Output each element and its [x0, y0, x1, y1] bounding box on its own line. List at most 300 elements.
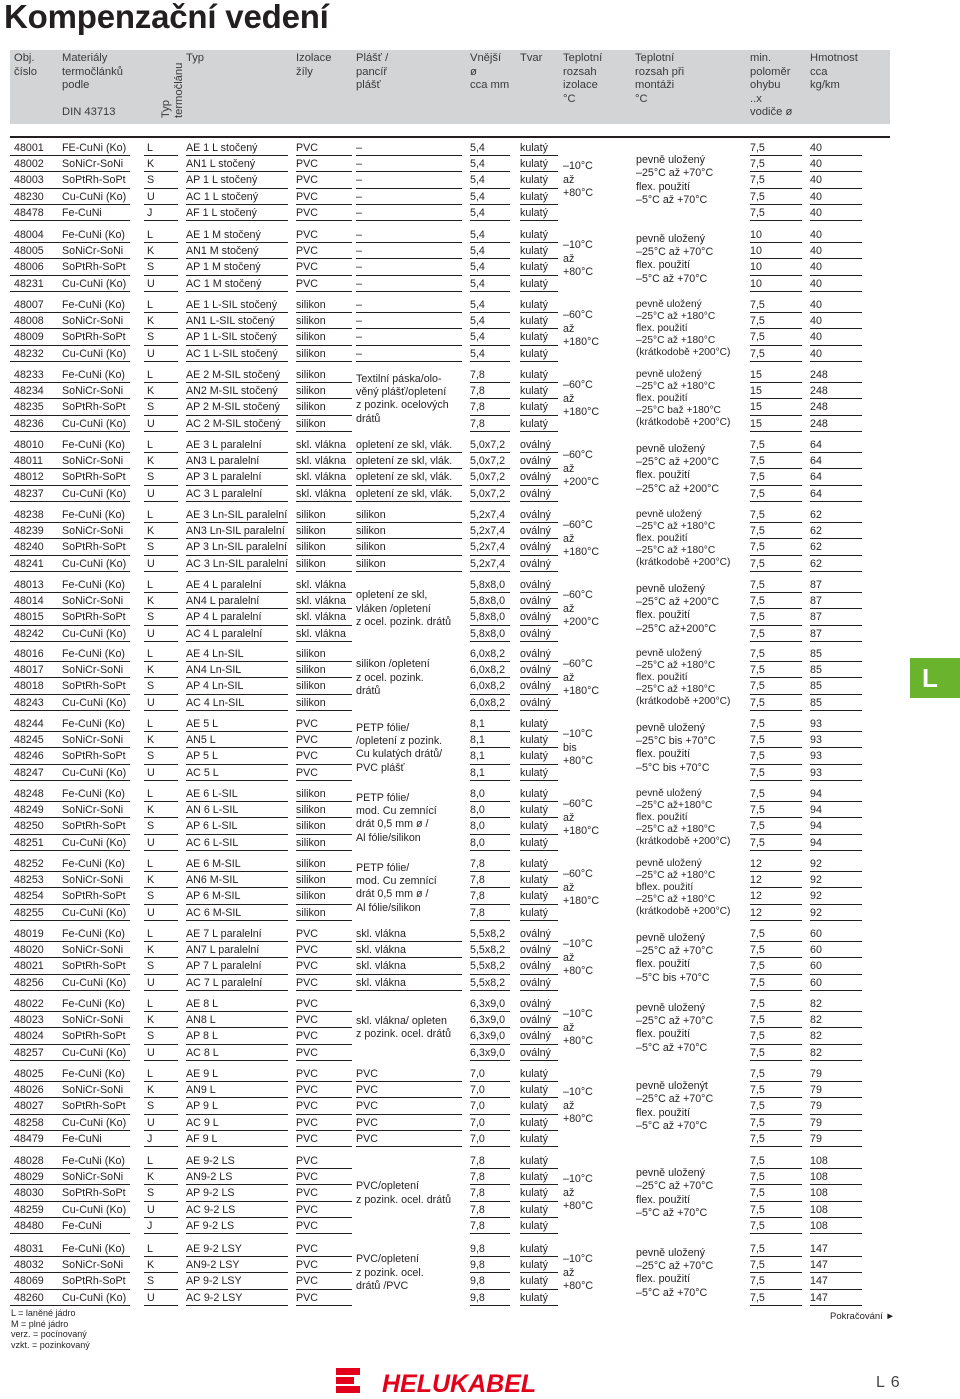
- material: Fe-CuNi (Ko): [62, 718, 125, 730]
- insulation: PVC: [296, 245, 318, 258]
- header-teplota-montaz: Teplotní rozsah při montáži °C: [635, 52, 685, 105]
- table-row: [10, 942, 890, 958]
- obj-number: 48234: [14, 385, 44, 398]
- outer-diameter: 8,0: [470, 836, 485, 849]
- outer-diameter: 7,8: [470, 874, 485, 887]
- type-letter: U: [147, 557, 155, 570]
- mounting-temp-range: pevně uložený –25°C až +200°C flex. použití –25°C až +200°C: [636, 442, 720, 495]
- bend-radius: 12: [750, 906, 762, 919]
- table-row: [10, 1290, 890, 1306]
- material: Cu-CuNi (Ko): [62, 836, 127, 849]
- bend-radius: 7,5: [750, 315, 765, 328]
- outer-diameter: 5,0x7,2: [470, 471, 506, 484]
- material: SoPtRh-SoPt: [62, 471, 126, 484]
- shape: kulatý: [520, 1275, 548, 1288]
- outer-diameter: 5,4: [470, 206, 485, 219]
- row-rule: [10, 641, 130, 642]
- outer-diameter: 9,8: [470, 1259, 485, 1272]
- table-row: [10, 695, 890, 711]
- sheath: –: [356, 299, 362, 311]
- outer-diameter: 8,1: [470, 750, 485, 763]
- obj-number: 48016: [14, 648, 44, 660]
- insulation-temp-range: –60°C až +200°C: [563, 449, 600, 489]
- outer-diameter: 7,8: [470, 1155, 485, 1167]
- insulation-temp-range: –10°C až +80°C: [563, 239, 594, 279]
- row-rule: [810, 641, 862, 642]
- insulation: silikon: [296, 804, 326, 817]
- header-typ-termoclanku: Typ termočlánu: [160, 62, 185, 118]
- obj-number: 48254: [14, 890, 44, 903]
- obj-number: 48244: [14, 718, 44, 730]
- shape: kulatý: [520, 245, 548, 258]
- insulation-temp-range: –10°C bis +80°C: [563, 728, 594, 768]
- table-row: [10, 646, 890, 662]
- row-rule: [750, 780, 802, 781]
- row-rule: [10, 501, 130, 502]
- material: Cu-CuNi (Ko): [62, 766, 127, 779]
- cable-type: AE 4 L paralelní: [186, 579, 262, 591]
- bend-radius: 12: [750, 874, 762, 887]
- sheath: silikon: [356, 525, 386, 538]
- row-rule: [470, 1305, 510, 1306]
- insulation: PVC: [296, 998, 318, 1010]
- material: SoPtRh-SoPt: [62, 960, 126, 973]
- obj-number: 48013: [14, 579, 44, 591]
- type-letter: S: [147, 1100, 155, 1113]
- sheath: opletení ze skl, vlák.: [356, 471, 453, 484]
- row-rule: [186, 1233, 288, 1234]
- table-row: [10, 996, 890, 1012]
- shape: kulatý: [520, 1259, 548, 1272]
- bend-radius: 7,5: [750, 557, 765, 570]
- obj-number: 48021: [14, 960, 44, 973]
- bend-radius: 7,5: [750, 1171, 765, 1184]
- obj-number: 48255: [14, 906, 44, 919]
- row-rule: [186, 920, 288, 921]
- row-rule: [186, 571, 288, 572]
- cable-type: AP 2 M-SIL stočený: [186, 401, 280, 414]
- material: Cu-CuNi (Ko): [62, 487, 127, 500]
- weight: 248: [810, 417, 828, 430]
- cable-type: AN1 L stočený: [186, 158, 256, 171]
- shape: oválný: [520, 648, 551, 660]
- row-rule: [810, 1305, 862, 1306]
- header-obj: Obj. číslo: [14, 52, 38, 78]
- outer-diameter: 7,8: [470, 1171, 485, 1184]
- row-rule: [470, 780, 510, 781]
- row-rule: [10, 291, 130, 292]
- row-rule: [144, 850, 178, 851]
- type-letter: K: [147, 1014, 155, 1027]
- outer-diameter: 5,4: [470, 277, 485, 290]
- weight: 94: [810, 804, 822, 817]
- insulation: silikon: [296, 680, 326, 693]
- type-letter: K: [147, 874, 155, 887]
- shape: oválný: [520, 960, 551, 973]
- row-rule: [10, 990, 130, 991]
- row-rule: [356, 1146, 462, 1147]
- row-rule: [296, 501, 352, 502]
- row-rule: [356, 291, 462, 292]
- bend-radius: 7,5: [750, 1116, 765, 1129]
- bend-radius: 7,5: [750, 750, 765, 763]
- type-letter: U: [147, 627, 155, 640]
- shape: kulatý: [520, 142, 548, 154]
- outer-diameter: 5,8x8,0: [470, 579, 506, 591]
- row-rule: [10, 780, 130, 781]
- row-rule: [810, 920, 862, 921]
- bend-radius: 10: [750, 229, 762, 241]
- weight: 40: [810, 315, 822, 328]
- insulation: PVC: [296, 1084, 318, 1097]
- row-rule: [520, 291, 558, 292]
- cable-type: AP 1 M stočený: [186, 261, 261, 274]
- bend-radius: 7,5: [750, 1030, 765, 1043]
- cable-type: AC 3 Ln-SIL paralelní: [186, 557, 288, 570]
- shape: kulatý: [520, 158, 548, 171]
- sheath: –: [356, 315, 362, 328]
- shape: kulatý: [520, 1187, 548, 1200]
- cable-type: AE 7 L paralelní: [186, 928, 262, 940]
- weight: 79: [810, 1100, 822, 1113]
- outer-diameter: 5,2x7,4: [470, 525, 506, 538]
- outer-diameter: 5,5x8,2: [470, 928, 506, 940]
- obj-number: 48257: [14, 1046, 44, 1059]
- header-materialy: Materiály termočlánků podle DIN 43713: [62, 52, 123, 118]
- cable-type: AN1 M stočený: [186, 245, 259, 258]
- outer-diameter: 7,8: [470, 369, 485, 381]
- bend-radius: 7,5: [750, 1291, 765, 1304]
- row-rule: [810, 1233, 862, 1234]
- material: SoNiCr-SoNi: [62, 944, 124, 957]
- type-letter: S: [147, 471, 155, 484]
- material: SoPtRh-SoPt: [62, 174, 126, 187]
- row-rule: [144, 291, 178, 292]
- cable-type: AN4 Ln-SIL: [186, 664, 242, 677]
- weight: 87: [810, 579, 822, 591]
- table-row: [10, 802, 890, 818]
- outer-diameter: 6,0x8,2: [470, 648, 506, 660]
- sheath: skl. vlákna: [356, 928, 406, 940]
- outer-diameter: 8,1: [470, 718, 485, 730]
- insulation: PVC: [296, 1155, 318, 1167]
- bend-radius: 7,5: [750, 471, 765, 484]
- bend-radius: 7,5: [750, 820, 765, 833]
- outer-diameter: 6,3x9,0: [470, 1046, 506, 1059]
- material: Fe-CuNi (Ko): [62, 509, 125, 521]
- weight: 93: [810, 718, 822, 730]
- table-row: [10, 765, 890, 781]
- obj-number: 48258: [14, 1116, 44, 1129]
- insulation: PVC: [296, 766, 318, 779]
- bend-radius: 7,5: [750, 788, 765, 800]
- cable-type: AE 1 L-SIL stočený: [186, 299, 278, 311]
- obj-number: 48025: [14, 1068, 44, 1080]
- outer-diameter: 7,8: [470, 858, 485, 870]
- row-rule: [470, 1060, 510, 1061]
- insulation: skl. vlákna: [296, 627, 346, 640]
- row-rule: [520, 641, 558, 642]
- bend-radius: 7,5: [750, 1100, 765, 1113]
- material: Fe-CuNi (Ko): [62, 579, 125, 591]
- bend-radius: 7,5: [750, 190, 765, 203]
- type-letter: U: [147, 696, 155, 709]
- table-row: [10, 486, 890, 502]
- obj-number: 48250: [14, 820, 44, 833]
- material: Cu-CuNi (Ko): [62, 1046, 127, 1059]
- row-rule: [356, 990, 462, 991]
- table-row: [10, 539, 890, 555]
- row-rule: [470, 1146, 510, 1147]
- weight: 87: [810, 611, 822, 624]
- row-rule: [470, 361, 510, 362]
- cable-type: AP 7 L paralelní: [186, 960, 262, 973]
- weight: 40: [810, 142, 822, 154]
- bend-radius: 7,5: [750, 836, 765, 849]
- type-letter: U: [147, 906, 155, 919]
- outer-diameter: 5,4: [470, 245, 485, 258]
- row-rule: [10, 710, 130, 711]
- outer-diameter: 5,4: [470, 174, 485, 187]
- outer-diameter: 7,8: [470, 1187, 485, 1200]
- shape: kulatý: [520, 1243, 548, 1255]
- weight: 40: [810, 174, 822, 187]
- outer-diameter: 6,3x9,0: [470, 1030, 506, 1043]
- type-letter: S: [147, 1030, 155, 1043]
- weight: 147: [810, 1243, 828, 1255]
- material: Fe-CuNi (Ko): [62, 928, 125, 940]
- insulation: silikon: [296, 836, 326, 849]
- material: SoNiCr-SoNi: [62, 874, 124, 887]
- bend-radius: 7,5: [750, 976, 765, 989]
- row-rule: [520, 920, 558, 921]
- insulation: PVC: [296, 1243, 318, 1255]
- sheath: opletení ze skl, vlák.: [356, 439, 453, 451]
- bend-radius: 7,5: [750, 1203, 765, 1216]
- obj-number: 48235: [14, 401, 44, 414]
- obj-number: 48007: [14, 299, 44, 311]
- weight: 87: [810, 627, 822, 640]
- bend-radius: 7,5: [750, 1243, 765, 1255]
- cable-type: AC 4 Ln-SIL: [186, 696, 245, 709]
- insulation: skl. vlákna: [296, 471, 346, 484]
- material: Fe-CuNi (Ko): [62, 439, 125, 451]
- header-hmotnost: Hmotnost cca kg/km: [810, 52, 858, 91]
- mounting-temp-range: pevně uložený –25°C až +70°C flex. použití –5°C bis +70°C: [636, 931, 714, 984]
- type-letter: U: [147, 347, 155, 360]
- sheath: silikon: [356, 541, 386, 554]
- bend-radius: 7,5: [750, 766, 765, 779]
- material: SoPtRh-SoPt: [62, 1275, 126, 1288]
- insulation: PVC: [296, 1030, 318, 1043]
- material: SoNiCr-SoNi: [62, 525, 124, 538]
- insulation: silikon: [296, 385, 326, 398]
- row-rule: [520, 361, 558, 362]
- weight: 64: [810, 455, 822, 468]
- table-row: [10, 172, 890, 188]
- shape: kulatý: [520, 229, 548, 241]
- material: SoNiCr-SoNi: [62, 385, 124, 398]
- obj-number: 48237: [14, 487, 44, 500]
- row-rule: [810, 710, 862, 711]
- mounting-temp-range: pevně uloženýt –25°C až +70°C flex. použití –5°C až +70°C: [636, 1079, 714, 1132]
- mounting-temp-range: pevně uložený –25°C až +180°C flex. použití –25°C až +180°C (krátkodobě +200°C): [636, 509, 731, 569]
- type-letter: K: [147, 664, 155, 677]
- row-rule: [186, 990, 288, 991]
- insulation: PVC: [296, 229, 318, 241]
- bend-radius: 15: [750, 385, 762, 398]
- insulation-temp-range: –10°C až +80°C: [563, 1008, 594, 1048]
- row-rule: [750, 920, 802, 921]
- insulation-temp-range: –10°C až +80°C: [563, 1086, 594, 1126]
- insulation: PVC: [296, 960, 318, 973]
- cable-type: AE 4 Ln-SIL: [186, 648, 244, 660]
- outer-diameter: 7,0: [470, 1084, 485, 1097]
- shape: kulatý: [520, 890, 548, 903]
- table-row: [10, 748, 890, 764]
- outer-diameter: 9,8: [470, 1291, 485, 1304]
- outer-diameter: 8,0: [470, 820, 485, 833]
- material: SoPtRh-SoPt: [62, 401, 126, 414]
- material: FE-CuNi (Ko): [62, 142, 127, 154]
- bend-radius: 7,5: [750, 664, 765, 677]
- sheath-description: Textilní páska/olo- věný plášť/opletení z pozink. ocelových drátů: [356, 372, 449, 425]
- weight: 85: [810, 696, 822, 709]
- weight: 93: [810, 750, 822, 763]
- bend-radius: 7,5: [750, 998, 765, 1010]
- row-rule: [520, 571, 558, 572]
- bend-radius: 7,5: [750, 648, 765, 660]
- header-polomer: min. poloměr ohybu ..x vodiče ø: [750, 52, 793, 118]
- row-rule: [186, 431, 288, 432]
- table-row: [10, 140, 890, 156]
- shape: oválný: [520, 664, 551, 677]
- shape: oválný: [520, 509, 551, 521]
- cable-type: AE 3 Ln-SIL paralelní: [186, 509, 288, 521]
- row-rule: [186, 361, 288, 362]
- obj-number: 48260: [14, 1291, 44, 1304]
- material: SoNiCr-SoNi: [62, 245, 124, 258]
- row-rule: [470, 850, 510, 851]
- table-row: [10, 905, 890, 921]
- cable-type: AE 9-2 LSY: [186, 1243, 242, 1255]
- row-rule: [144, 780, 178, 781]
- shape: kulatý: [520, 766, 548, 779]
- shape: kulatý: [520, 1171, 548, 1184]
- row-rule: [470, 431, 510, 432]
- obj-number: 48233: [14, 369, 44, 381]
- sheath: skl. vlákna: [356, 960, 406, 973]
- type-letter: K: [147, 315, 155, 328]
- row-rule: [810, 1146, 862, 1147]
- cable-type: AP 1 L stočený: [186, 174, 258, 187]
- outer-diameter: 6,3x9,0: [470, 1014, 506, 1027]
- obj-number: 48031: [14, 1243, 44, 1255]
- row-rule: [520, 710, 558, 711]
- outer-diameter: 5,4: [470, 190, 485, 203]
- row-rule: [520, 850, 558, 851]
- row-rule: [144, 220, 178, 221]
- bend-radius: 15: [750, 417, 762, 430]
- obj-number: 48001: [14, 142, 44, 154]
- shape: kulatý: [520, 734, 548, 747]
- weight: 40: [810, 331, 822, 344]
- cable-type: AC 9-2 LS: [186, 1203, 236, 1216]
- insulation-temp-range: –60°C až +180°C: [563, 798, 600, 838]
- bend-radius: 7,5: [750, 347, 765, 360]
- sheath: –: [356, 347, 362, 360]
- row-rule: [296, 220, 352, 221]
- table-row: [10, 1115, 890, 1131]
- shape: oválný: [520, 487, 551, 500]
- insulation-temp-range: –10°C až +80°C: [563, 1173, 594, 1213]
- obj-number: 48018: [14, 680, 44, 693]
- sheath: –: [356, 229, 362, 241]
- mounting-temp-range: pevně uložený –25°C bis +70°C flex. použití –5°C bis +70°C: [636, 721, 716, 774]
- material: SoPtRh-SoPt: [62, 611, 126, 624]
- material: SoPtRh-SoPt: [62, 261, 126, 274]
- material: SoPtRh-SoPt: [62, 331, 126, 344]
- cable-type: AN9 L: [186, 1084, 216, 1097]
- bend-radius: 7,5: [750, 928, 765, 940]
- type-letter: S: [147, 820, 155, 833]
- bend-radius: 7,5: [750, 579, 765, 591]
- obj-number: 48014: [14, 595, 44, 608]
- mounting-temp-range: pevně uložený –25°C až +70°C flex. použití –5°C až +70°C: [636, 1246, 714, 1299]
- shape: kulatý: [520, 820, 548, 833]
- outer-diameter: 7,8: [470, 385, 485, 398]
- table-row: [10, 437, 890, 453]
- outer-diameter: 5,4: [470, 347, 485, 360]
- shape: kulatý: [520, 347, 548, 360]
- cable-type: AC 1 L-SIL stočený: [186, 347, 278, 360]
- continuation-link[interactable]: Pokračování ►: [830, 1311, 895, 1322]
- mounting-temp-range: pevně uložený –25°C až+180°C flex. použití –25°C až +180°C (krátkodobě +200°C): [636, 788, 731, 848]
- row-rule: [810, 431, 862, 432]
- row-rule: [356, 361, 462, 362]
- obj-number: 48015: [14, 611, 44, 624]
- row-rule: [144, 1233, 178, 1234]
- obj-number: 48251: [14, 836, 44, 849]
- type-letter: S: [147, 174, 155, 187]
- cable-type: AC 3 L paralelní: [186, 487, 263, 500]
- shape: kulatý: [520, 401, 548, 414]
- type-letter: U: [147, 1291, 155, 1304]
- sheath-description: silikon /opletení z ocel. pozink. drátů: [356, 658, 430, 698]
- outer-diameter: 7,0: [470, 1100, 485, 1113]
- insulation: PVC: [296, 1259, 318, 1272]
- weight: 79: [810, 1068, 822, 1080]
- shape: oválný: [520, 541, 551, 554]
- insulation: PVC: [296, 142, 318, 154]
- table-row: [10, 346, 890, 362]
- obj-number: 48478: [14, 206, 44, 219]
- weight: 85: [810, 664, 822, 677]
- insulation: PVC: [296, 1100, 318, 1113]
- outer-diameter: 9,8: [470, 1243, 485, 1255]
- row-rule: [810, 361, 862, 362]
- shape: kulatý: [520, 1291, 548, 1304]
- obj-number: 48239: [14, 525, 44, 538]
- row-rule: [10, 361, 130, 362]
- weight: 248: [810, 369, 828, 381]
- cable-type: AP 6 L-SIL: [186, 820, 238, 833]
- insulation: PVC: [296, 261, 318, 274]
- row-rule: [296, 641, 352, 642]
- row-rule: [750, 431, 802, 432]
- bend-radius: 7,5: [750, 1068, 765, 1080]
- insulation: skl. vlákna: [296, 611, 346, 624]
